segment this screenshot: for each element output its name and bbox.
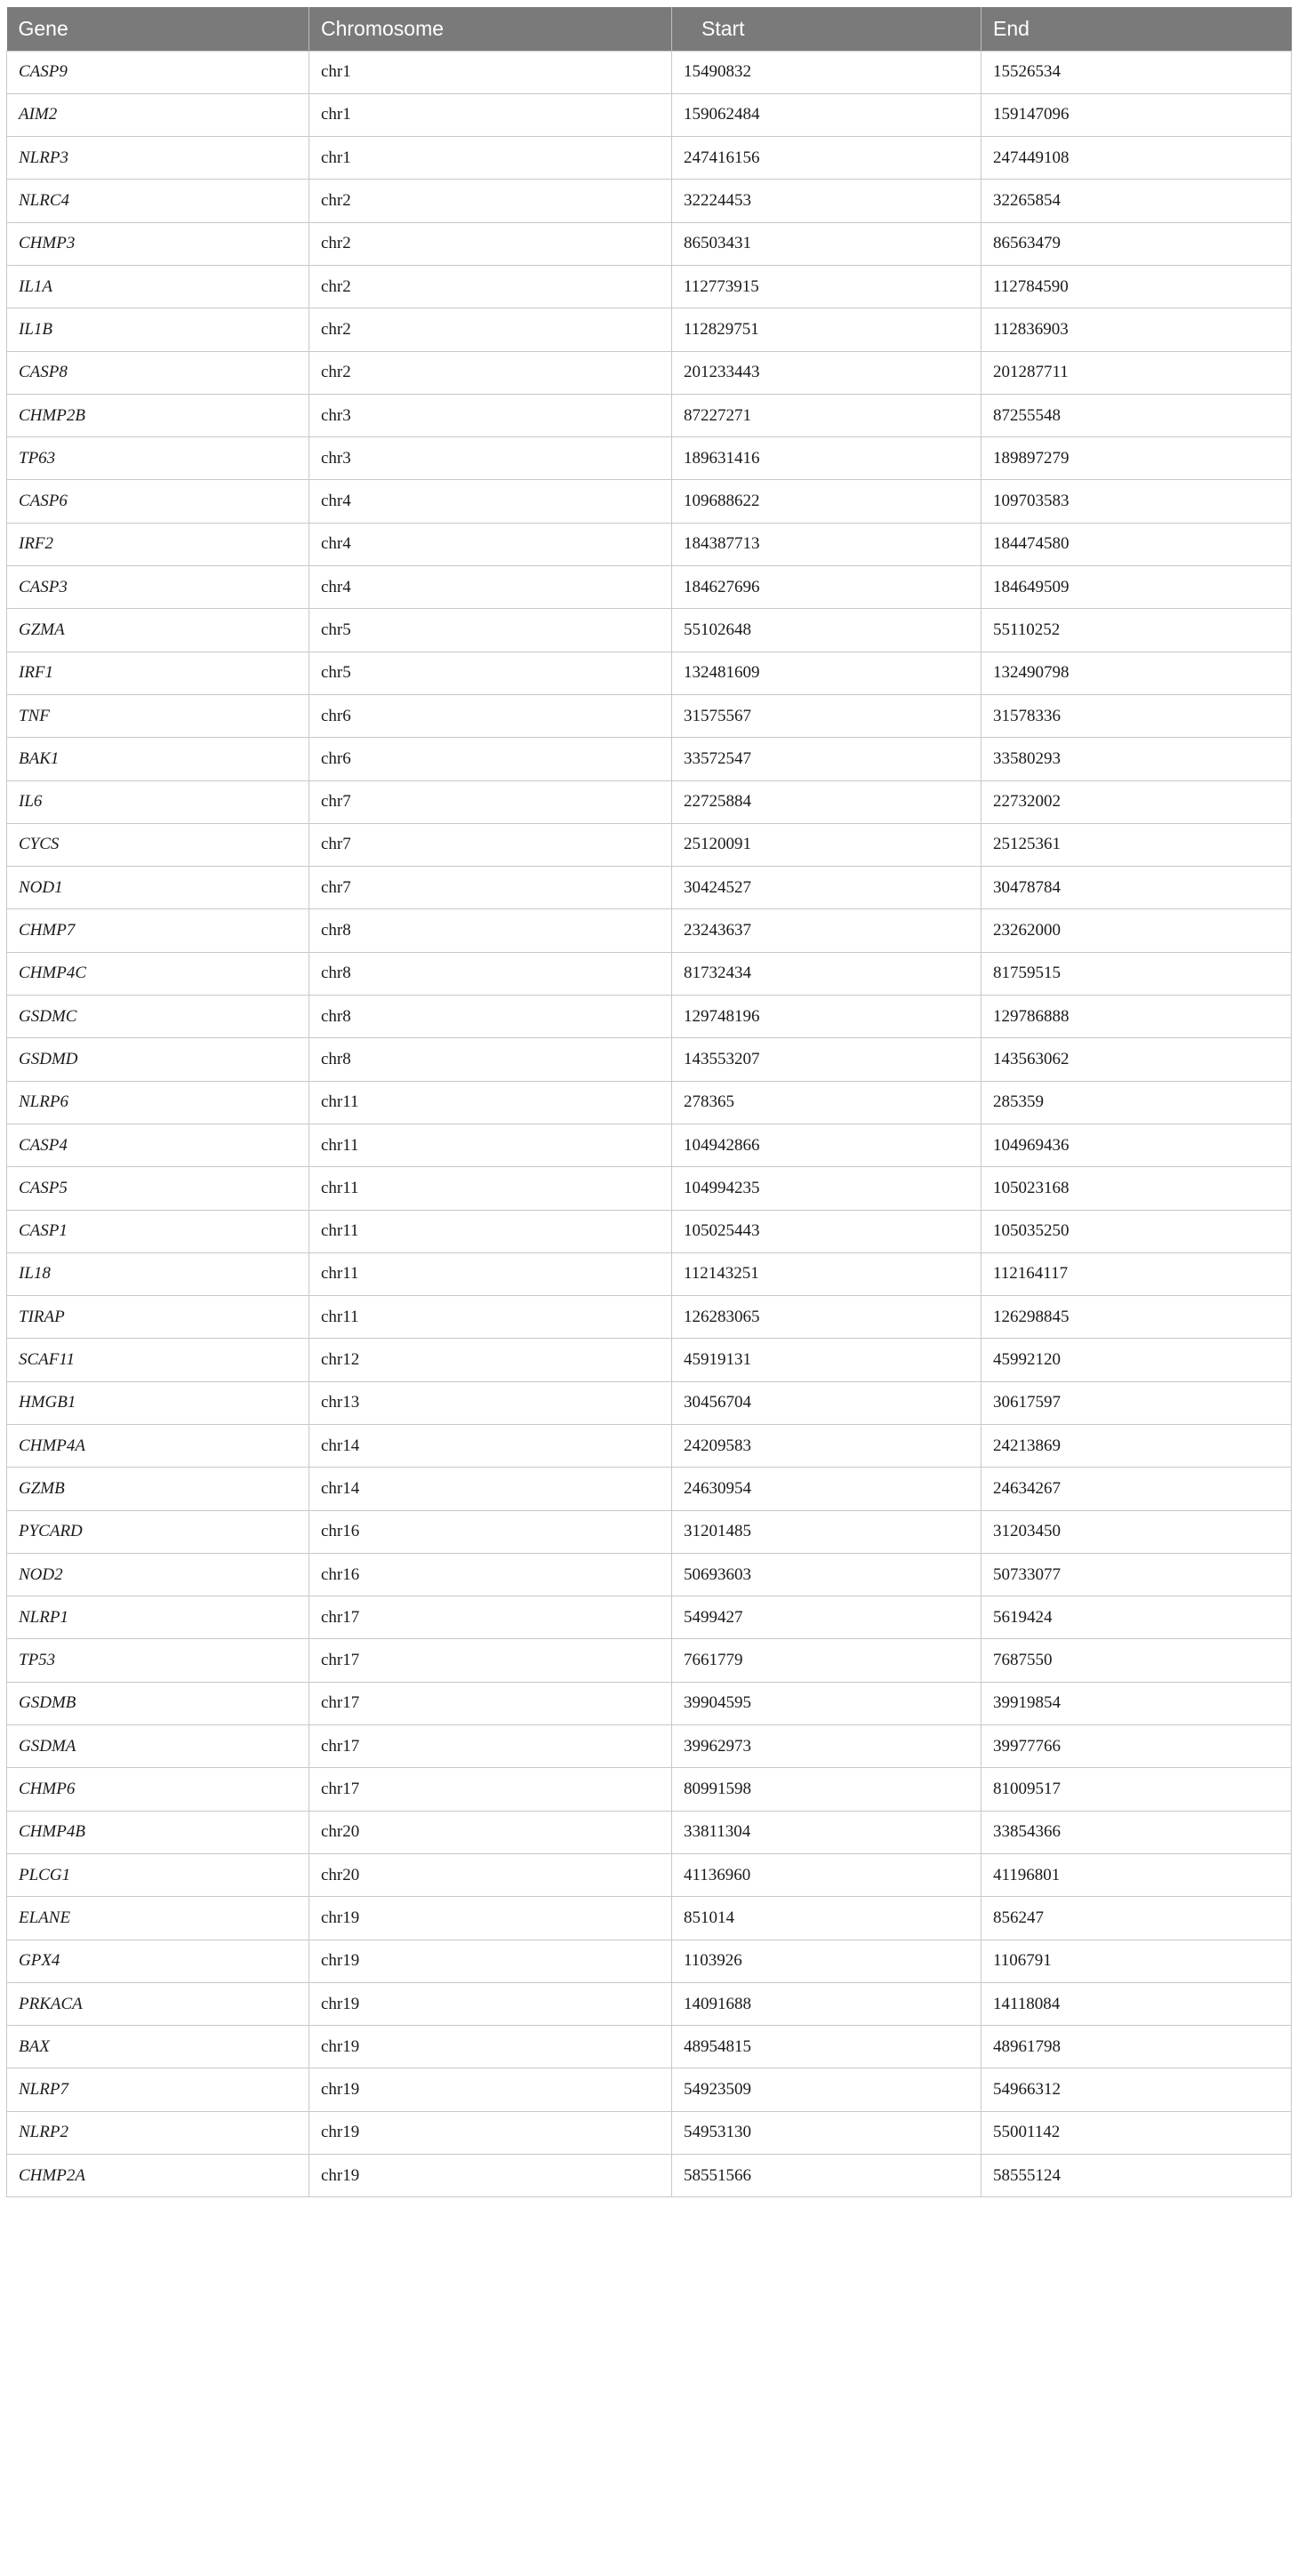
gene-cell: TP53 [7,1639,309,1682]
gene-cell: CHMP4B [7,1811,309,1853]
start-cell: 55102648 [672,609,982,652]
start-cell: 39904595 [672,1682,982,1724]
gene-cell: CASP6 [7,480,309,523]
end-cell: 1106791 [982,1940,1292,1982]
end-cell: 7687550 [982,1639,1292,1682]
chromosome-cell: chr7 [309,823,672,866]
table-row [7,1596,1292,1639]
end-cell: 105023168 [982,1167,1292,1210]
start-cell: 5499427 [672,1596,982,1639]
chromosome-cell: chr7 [309,780,672,823]
start-cell: 201233443 [672,351,982,394]
chromosome-cell: chr4 [309,566,672,609]
table-row [7,780,1292,823]
table-row [7,1425,1292,1468]
table-row [7,1553,1292,1596]
gene-cell: NLRP1 [7,1596,309,1639]
chromosome-cell: chr19 [309,2111,672,2154]
end-cell: 33854366 [982,1811,1292,1853]
chromosome-cell: chr2 [309,180,672,222]
table-row [7,566,1292,609]
chromosome-cell: chr8 [309,996,672,1038]
table-row [7,523,1292,565]
end-cell: 201287711 [982,351,1292,394]
table-row [7,1853,1292,1896]
chromosome-cell: chr19 [309,1897,672,1940]
chromosome-cell: chr5 [309,609,672,652]
chromosome-cell: chr2 [309,308,672,351]
chromosome-cell: chr2 [309,265,672,308]
chromosome-cell: chr17 [309,1768,672,1811]
chromosome-cell: chr4 [309,480,672,523]
start-cell: 104994235 [672,1167,982,1210]
table-row [7,137,1292,180]
start-cell: 126283065 [672,1296,982,1339]
table-row [7,909,1292,952]
end-cell: 112164117 [982,1252,1292,1295]
end-cell: 14118084 [982,1982,1292,2025]
table-row [7,1811,1292,1853]
table-row [7,93,1292,136]
chromosome-cell: chr13 [309,1381,672,1424]
gene-cell: PRKACA [7,1982,309,2025]
gene-cell: GSDMA [7,1725,309,1768]
chromosome-cell: chr1 [309,137,672,180]
table-row [7,1510,1292,1553]
end-cell: 247449108 [982,137,1292,180]
table-row [7,952,1292,995]
gene-cell: NLRP7 [7,2068,309,2111]
end-cell: 30617597 [982,1381,1292,1424]
gene-cell: CYCS [7,823,309,866]
chromosome-cell: chr17 [309,1596,672,1639]
chromosome-cell: chr16 [309,1510,672,1553]
start-cell: 81732434 [672,952,982,995]
end-cell: 109703583 [982,480,1292,523]
header-end: End [982,7,1292,51]
chromosome-cell: chr1 [309,93,672,136]
table-row [7,1210,1292,1252]
start-cell: 104942866 [672,1124,982,1166]
table-row [7,265,1292,308]
table-row [7,180,1292,222]
table-row [7,1897,1292,1940]
chromosome-cell: chr19 [309,2068,672,2111]
chromosome-cell: chr20 [309,1853,672,1896]
gene-cell: CHMP2B [7,394,309,436]
gene-cell: TIRAP [7,1296,309,1339]
start-cell: 105025443 [672,1210,982,1252]
chromosome-cell: chr14 [309,1468,672,1510]
start-cell: 25120091 [672,823,982,866]
start-cell: 80991598 [672,1768,982,1811]
table-row [7,2026,1292,2068]
chromosome-cell: chr3 [309,437,672,480]
chromosome-cell: chr2 [309,222,672,265]
start-cell: 39962973 [672,1725,982,1768]
gene-cell: IL18 [7,1252,309,1295]
start-cell: 132481609 [672,652,982,694]
table-row [7,351,1292,394]
gene-cell: CASP9 [7,51,309,93]
header-gene: Gene [7,7,309,51]
table-row [7,2068,1292,2111]
table-body [7,51,1292,2197]
gene-cell: GSDMB [7,1682,309,1724]
chromosome-cell: chr11 [309,1252,672,1295]
gene-cell: NLRP2 [7,2111,309,2154]
start-cell: 159062484 [672,93,982,136]
gene-cell: NOD2 [7,1553,309,1596]
start-cell: 23243637 [672,909,982,952]
end-cell: 143563062 [982,1038,1292,1081]
end-cell: 31578336 [982,694,1292,737]
table-row [7,437,1292,480]
gene-cell: CHMP2A [7,2155,309,2197]
gene-cell: NOD1 [7,867,309,909]
end-cell: 5619424 [982,1596,1292,1639]
start-cell: 31575567 [672,694,982,737]
table-row [7,996,1292,1038]
start-cell: 32224453 [672,180,982,222]
start-cell: 109688622 [672,480,982,523]
start-cell: 184387713 [672,523,982,565]
table-row [7,1940,1292,1982]
table-row [7,1468,1292,1510]
start-cell: 54953130 [672,2111,982,2154]
end-cell: 87255548 [982,394,1292,436]
end-cell: 30478784 [982,867,1292,909]
chromosome-cell: chr17 [309,1639,672,1682]
gene-cell: PYCARD [7,1510,309,1553]
start-cell: 31201485 [672,1510,982,1553]
start-cell: 851014 [672,1897,982,1940]
gene-cell: PLCG1 [7,1853,309,1896]
chromosome-cell: chr11 [309,1210,672,1252]
end-cell: 22732002 [982,780,1292,823]
end-cell: 184649509 [982,566,1292,609]
table-row [7,1682,1292,1724]
end-cell: 54966312 [982,2068,1292,2111]
end-cell: 31203450 [982,1510,1292,1553]
start-cell: 58551566 [672,2155,982,2197]
gene-cell: BAK1 [7,738,309,780]
table-row [7,1081,1292,1124]
start-cell: 14091688 [672,1982,982,2025]
start-cell: 30424527 [672,867,982,909]
end-cell: 33580293 [982,738,1292,780]
end-cell: 48961798 [982,2026,1292,2068]
table-row [7,652,1292,694]
chromosome-cell: chr12 [309,1339,672,1381]
chromosome-cell: chr11 [309,1124,672,1166]
start-cell: 41136960 [672,1853,982,1896]
end-cell: 32265854 [982,180,1292,222]
gene-cell: CASP4 [7,1124,309,1166]
chromosome-cell: chr11 [309,1296,672,1339]
start-cell: 15490832 [672,51,982,93]
gene-cell: IL1B [7,308,309,351]
chromosome-cell: chr11 [309,1081,672,1124]
chromosome-cell: chr11 [309,1167,672,1210]
start-cell: 54923509 [672,2068,982,2111]
table-row [7,1124,1292,1166]
start-cell: 129748196 [672,996,982,1038]
end-cell: 184474580 [982,523,1292,565]
table-row [7,222,1292,265]
chromosome-cell: chr19 [309,1982,672,2025]
chromosome-cell: chr2 [309,351,672,394]
chromosome-cell: chr19 [309,1940,672,1982]
end-cell: 856247 [982,1897,1292,1940]
end-cell: 81759515 [982,952,1292,995]
end-cell: 24213869 [982,1425,1292,1468]
start-cell: 33572547 [672,738,982,780]
end-cell: 55110252 [982,609,1292,652]
gene-cell: CASP1 [7,1210,309,1252]
end-cell: 15526534 [982,51,1292,93]
gene-cell: IL1A [7,265,309,308]
table-row [7,2111,1292,2154]
gene-cell: IRF1 [7,652,309,694]
start-cell: 22725884 [672,780,982,823]
gene-cell: ELANE [7,1897,309,1940]
chromosome-cell: chr7 [309,867,672,909]
table-row [7,394,1292,436]
gene-cell: CHMP4C [7,952,309,995]
gene-cell: CASP5 [7,1167,309,1210]
chromosome-cell: chr8 [309,952,672,995]
table-row [7,1167,1292,1210]
gene-cell: CASP3 [7,566,309,609]
table-row [7,1339,1292,1381]
table-row [7,308,1292,351]
end-cell: 39919854 [982,1682,1292,1724]
chromosome-cell: chr4 [309,523,672,565]
table-row [7,1982,1292,2025]
gene-cell: GZMB [7,1468,309,1510]
chromosome-cell: chr1 [309,51,672,93]
start-cell: 112773915 [672,265,982,308]
end-cell: 104969436 [982,1124,1292,1166]
start-cell: 48954815 [672,2026,982,2068]
table-row [7,51,1292,93]
table-row [7,738,1292,780]
chromosome-cell: chr3 [309,394,672,436]
header-start: Start [672,7,982,51]
gene-coordinates-table [6,7,1292,2197]
chromosome-cell: chr19 [309,2026,672,2068]
start-cell: 143553207 [672,1038,982,1081]
gene-cell: CASP8 [7,351,309,394]
table-row [7,1639,1292,1682]
table-row [7,867,1292,909]
chromosome-cell: chr8 [309,909,672,952]
chromosome-cell: chr20 [309,1811,672,1853]
end-cell: 189897279 [982,437,1292,480]
end-cell: 112836903 [982,308,1292,351]
gene-cell: TNF [7,694,309,737]
end-cell: 23262000 [982,909,1292,952]
gene-cell: GZMA [7,609,309,652]
end-cell: 45992120 [982,1339,1292,1381]
table-row [7,1381,1292,1424]
table-row [7,2155,1292,2197]
gene-cell: AIM2 [7,93,309,136]
table-header [7,7,1292,51]
header-row [7,7,1292,51]
header-chromosome: Chromosome [309,7,672,51]
table-row [7,609,1292,652]
gene-cell: CHMP7 [7,909,309,952]
gene-cell: CHMP6 [7,1768,309,1811]
gene-cell: IL6 [7,780,309,823]
end-cell: 129786888 [982,996,1292,1038]
end-cell: 25125361 [982,823,1292,866]
chromosome-cell: chr17 [309,1725,672,1768]
start-cell: 24630954 [672,1468,982,1510]
start-cell: 112829751 [672,308,982,351]
start-cell: 247416156 [672,137,982,180]
end-cell: 50733077 [982,1553,1292,1596]
start-cell: 184627696 [672,566,982,609]
gene-cell: TP63 [7,437,309,480]
end-cell: 81009517 [982,1768,1292,1811]
gene-cell: GPX4 [7,1940,309,1982]
end-cell: 126298845 [982,1296,1292,1339]
start-cell: 24209583 [672,1425,982,1468]
chromosome-cell: chr17 [309,1682,672,1724]
start-cell: 189631416 [672,437,982,480]
start-cell: 1103926 [672,1940,982,1982]
table-row [7,1038,1292,1081]
gene-cell: CHMP4A [7,1425,309,1468]
start-cell: 86503431 [672,222,982,265]
end-cell: 39977766 [982,1725,1292,1768]
end-cell: 159147096 [982,93,1292,136]
chromosome-cell: chr16 [309,1553,672,1596]
gene-cell: NLRP3 [7,137,309,180]
chromosome-cell: chr6 [309,738,672,780]
gene-cell: GSDMC [7,996,309,1038]
start-cell: 45919131 [672,1339,982,1381]
chromosome-cell: chr5 [309,652,672,694]
table-row [7,480,1292,523]
end-cell: 55001142 [982,2111,1292,2154]
end-cell: 41196801 [982,1853,1292,1896]
gene-cell: GSDMD [7,1038,309,1081]
start-cell: 50693603 [672,1553,982,1596]
gene-cell: SCAF11 [7,1339,309,1381]
chromosome-cell: chr14 [309,1425,672,1468]
chromosome-cell: chr19 [309,2155,672,2197]
gene-cell: HMGB1 [7,1381,309,1424]
gene-cell: NLRC4 [7,180,309,222]
gene-cell: BAX [7,2026,309,2068]
start-cell: 7661779 [672,1639,982,1682]
gene-table-container [6,7,1291,2197]
end-cell: 132490798 [982,652,1292,694]
table-row [7,823,1292,866]
table-row [7,1296,1292,1339]
table-row [7,1252,1292,1295]
end-cell: 86563479 [982,222,1292,265]
gene-cell: NLRP6 [7,1081,309,1124]
end-cell: 58555124 [982,2155,1292,2197]
table-row [7,1725,1292,1768]
start-cell: 30456704 [672,1381,982,1424]
end-cell: 105035250 [982,1210,1292,1252]
chromosome-cell: chr8 [309,1038,672,1081]
end-cell: 112784590 [982,265,1292,308]
end-cell: 24634267 [982,1468,1292,1510]
table-row [7,1768,1292,1811]
gene-cell: CHMP3 [7,222,309,265]
end-cell: 285359 [982,1081,1292,1124]
start-cell: 87227271 [672,394,982,436]
table-row [7,694,1292,737]
start-cell: 112143251 [672,1252,982,1295]
start-cell: 33811304 [672,1811,982,1853]
gene-cell: IRF2 [7,523,309,565]
start-cell: 278365 [672,1081,982,1124]
chromosome-cell: chr6 [309,694,672,737]
